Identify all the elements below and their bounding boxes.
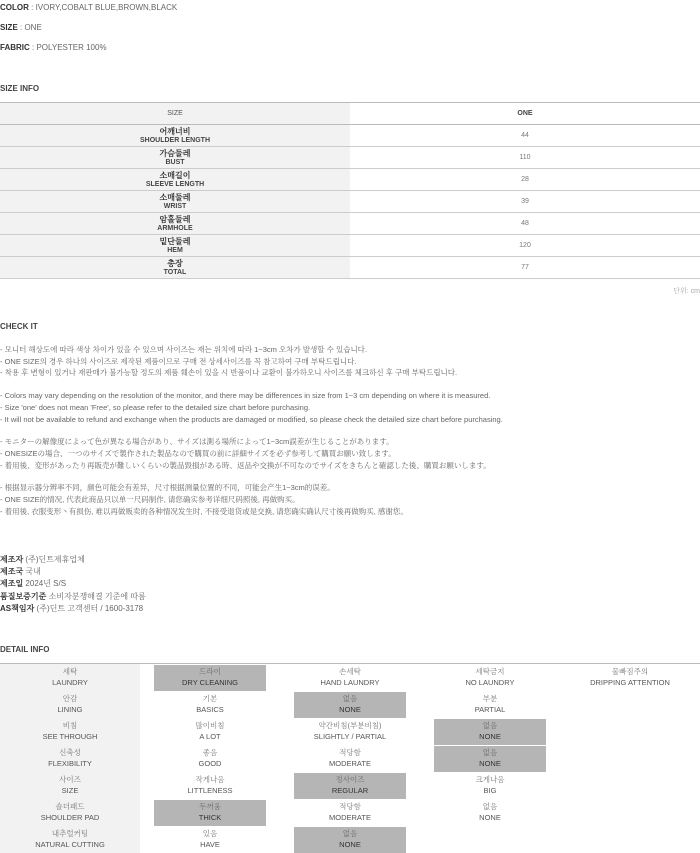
detail-cell-inner — [434, 746, 546, 772]
size-measure-kr: 소매길이 — [159, 171, 191, 180]
detail-cell-inner — [0, 719, 140, 745]
detail-cell-inner — [574, 746, 686, 772]
detail-cell-inner — [154, 773, 266, 799]
detail-option-en: GOOD — [198, 759, 222, 768]
detail-option — [560, 772, 700, 799]
detail-info-table — [0, 663, 700, 853]
size-measure-cell — [0, 147, 350, 168]
detail-option-selected — [280, 772, 420, 799]
detail-cell-inner — [574, 827, 686, 853]
detail-option — [140, 691, 280, 718]
note-gap — [0, 379, 700, 390]
detail-option — [280, 664, 420, 691]
detail-option — [140, 718, 280, 745]
size-measure-en: SLEEVE LENGTH — [145, 181, 205, 188]
detail-cell-inner — [574, 692, 686, 718]
detail-category-cell — [0, 826, 140, 853]
detail-cell-inner — [434, 719, 546, 745]
note-line: - モニターの解像度によって色が異なる場合があり、サイズは測る場所によって1~3cm誤差が生じることがあります。 — [0, 437, 394, 447]
detail-option-en: MODERATE — [329, 759, 371, 768]
maker-value: (주)딘트제휴업체 — [25, 555, 85, 564]
detail-option-en: THICK — [198, 813, 222, 822]
size-value-cell: 77 — [521, 264, 529, 271]
maker-line — [0, 554, 146, 566]
detail-cell-inner — [154, 827, 266, 853]
detail-option-kr: 부분 — [482, 694, 498, 703]
size-measure-kr: 어깨너비 — [159, 127, 191, 136]
detail-cell-inner — [0, 827, 140, 853]
product-info — [0, 3, 177, 63]
size-value-cell: 39 — [521, 198, 529, 205]
detail-row — [0, 772, 700, 799]
detail-option-kr: 좋음 — [202, 748, 218, 757]
detail-category-cell — [0, 772, 140, 799]
detail-cell-inner — [574, 800, 686, 826]
detail-option-kr: 없음 — [342, 829, 358, 838]
detail-category-cell — [0, 664, 140, 691]
maker-label: 품질보증기준 — [0, 591, 47, 601]
size-info-title: SIZE INFO — [0, 84, 40, 93]
detail-option-kr: 없음 — [482, 721, 498, 730]
size-row — [0, 125, 700, 147]
detail-option-kr: 안감 — [62, 694, 78, 703]
maker-value: (주)딘트 고객센터 / 1600-3178 — [36, 603, 144, 613]
detail-category-cell — [0, 691, 140, 718]
detail-option-kr: 세탁 — [62, 667, 78, 676]
detail-option — [420, 799, 560, 826]
detail-option-en: LITTLENESS — [187, 786, 233, 795]
detail-cell-inner — [574, 719, 686, 745]
maker-line — [0, 566, 146, 578]
size-row — [0, 235, 700, 257]
detail-option — [280, 745, 420, 772]
size-measure-kr: 암홀둘레 — [159, 215, 191, 224]
detail-option — [420, 826, 560, 853]
detail-cell-inner — [0, 773, 140, 799]
size-value-cell: 120 — [519, 242, 531, 249]
detail-cell-inner — [434, 665, 546, 691]
detail-option — [560, 691, 700, 718]
note-line: - ONESIZEの場合、一つのサイズで製作された製品なので購買の前に詳細サイズを必ず参考して購買お願い致します。 — [0, 448, 396, 458]
detail-option-en: BASICS — [196, 705, 224, 714]
detail-cell-inner — [434, 827, 546, 853]
detail-cell-inner — [154, 665, 266, 691]
size-measure-cell — [0, 125, 350, 146]
detail-cell-inner — [434, 773, 546, 799]
size-measure-kr: 밑단둘레 — [159, 237, 191, 246]
note-line: - ONE SIZE的情况, 代表此商品只以单一尺码制作, 请您确实参考详细尺码照後, 再做购买。 — [0, 495, 300, 505]
detail-cell-inner — [294, 800, 406, 826]
detail-cell-inner — [154, 800, 266, 826]
maker-line — [0, 591, 146, 603]
detail-option — [280, 799, 420, 826]
detail-option-kr: 크게나옴 — [475, 775, 505, 784]
detail-row — [0, 745, 700, 772]
fabric-value: POLYESTER 100% — [36, 43, 107, 52]
detail-cell-inner — [434, 692, 546, 718]
detail-category-cell — [0, 799, 140, 826]
maker-value: 국내 — [25, 567, 41, 577]
size-label: SIZE — [0, 23, 18, 32]
note-line: - It will not be available to refund and exchange when the products are damaged or modified, so please check the detailed size chart before purchasing. — [0, 414, 503, 424]
detail-option-en: HAVE — [200, 840, 220, 849]
size-value-cell: 44 — [521, 132, 529, 139]
color-value: IVORY,COBALT BLUE,BROWN,BLACK — [35, 3, 178, 12]
size-row — [0, 191, 700, 213]
detail-option-kr: 사이즈 — [59, 775, 81, 784]
detail-option-en: HAND LAUNDRY — [320, 678, 380, 687]
size-measure-en: HEM — [167, 247, 183, 254]
size-row — [0, 213, 700, 235]
detail-option-en: NONE — [479, 813, 501, 822]
detail-option-en: FLEXIBILITY — [48, 759, 92, 768]
detail-option-en: NONE — [479, 732, 501, 741]
size-row — [0, 257, 700, 279]
detail-cell-inner — [574, 665, 686, 691]
detail-option-selected — [140, 799, 280, 826]
detail-option-en: NO LAUNDRY — [465, 678, 515, 687]
detail-option-kr: 세탁금지 — [475, 667, 505, 676]
detail-category-cell — [0, 718, 140, 745]
size-value-cell: 28 — [521, 176, 529, 183]
detail-cell-inner — [154, 746, 266, 772]
size-measure-cell — [0, 169, 350, 190]
detail-option-kr: 작게나옴 — [195, 775, 225, 784]
size-row — [0, 169, 700, 191]
detail-cell-inner — [294, 665, 406, 691]
detail-option-en: NONE — [479, 759, 501, 768]
size-row — [0, 147, 700, 169]
detail-row — [0, 799, 700, 826]
note-gap — [0, 471, 700, 482]
detail-option-en: DRIPPING ATTENTION — [590, 678, 670, 687]
detail-cell-inner — [154, 692, 266, 718]
detail-option-kr: 없음 — [482, 748, 498, 757]
color-label: COLOR — [0, 3, 29, 12]
detail-cell-inner — [0, 800, 140, 826]
detail-option — [560, 718, 700, 745]
size-measure-cell — [0, 191, 350, 212]
size-table-body — [0, 125, 700, 279]
check-it-title: CHECK IT — [0, 322, 38, 331]
fabric-line: FABRIC : POLYESTER 100% — [0, 43, 107, 52]
detail-option-selected — [140, 664, 280, 691]
detail-option-kr: 정사이즈 — [335, 775, 365, 784]
note-gap — [0, 425, 700, 436]
detail-option — [140, 772, 280, 799]
note-line: - 着用後、変形があったり再販売が難しいくらいの製品毀損がある時、返品や交換が不可なのでサイズをきちんと確認した後、購買お願いします。 — [0, 460, 491, 470]
detail-option — [420, 664, 560, 691]
detail-option-kr: 두꺼움 — [199, 802, 221, 811]
note-line: - 着用後, 衣服变形丶有损伤, 难以再做贩卖的各种情况发生时, 不接受退货或是交换, 请您确实确认尺寸後再做购买, 感谢您。 — [0, 506, 408, 516]
maker-info — [0, 554, 146, 615]
detail-info-title: DETAIL INFO — [0, 645, 50, 654]
color-line: COLOR : IVORY,COBALT BLUE,BROWN,BLACK — [0, 3, 178, 12]
detail-option — [420, 691, 560, 718]
detail-cell-inner — [294, 692, 406, 718]
detail-option-selected — [420, 718, 560, 745]
size-header-label: SIZE — [0, 103, 350, 124]
detail-cell-inner — [574, 773, 686, 799]
detail-option-kr: 신축성 — [59, 748, 81, 757]
size-value-cell: 110 — [519, 154, 531, 161]
detail-row — [0, 664, 700, 691]
note-line: - Colors may vary depending on the resolution of the monitor, and there may be differences in size from 1~3 cm depending on where it is measured. — [0, 391, 491, 401]
size-table — [0, 102, 700, 279]
detail-row — [0, 826, 700, 853]
detail-option-kr: 약간비침(부분비침) — [318, 721, 382, 730]
detail-option — [560, 745, 700, 772]
detail-cell-inner — [294, 773, 406, 799]
size-measure-kr: 가슴둘레 — [159, 149, 191, 158]
detail-option-kr: 없음 — [482, 802, 498, 811]
detail-option-kr: 없음 — [342, 694, 358, 703]
detail-option-en: BIG — [483, 786, 497, 795]
detail-option-en: MODERATE — [329, 813, 371, 822]
detail-cell-inner — [0, 665, 140, 691]
detail-option-en: SLIGHTLY / PARTIAL — [313, 732, 387, 741]
fabric-label: FABRIC — [0, 43, 30, 52]
detail-option-en: REGULAR — [331, 786, 369, 795]
detail-option-kr: 손세탁 — [339, 667, 361, 676]
detail-option-en: SHOULDER PAD — [40, 813, 100, 822]
detail-option-en: SEE THROUGH — [42, 732, 98, 741]
detail-option — [560, 664, 700, 691]
size-measure-cell — [0, 213, 350, 234]
size-table-header — [0, 103, 700, 125]
detail-option-en: LINING — [57, 705, 83, 714]
note-line: - Size 'one' does not mean 'Free', so please refer to the detailed size chart before purchasing. — [0, 402, 311, 412]
detail-option-en: PARTIAL — [474, 705, 506, 714]
size-measure-en: WRIST — [163, 203, 187, 210]
detail-cell-inner — [294, 719, 406, 745]
detail-option-kr: 많이비침 — [195, 721, 225, 730]
size-line: SIZE : ONE — [0, 23, 42, 32]
size-measure-en: ARMHOLE — [157, 225, 193, 232]
detail-cell-inner — [294, 746, 406, 772]
detail-option — [560, 826, 700, 853]
detail-option-kr: 내추럴커팅 — [51, 829, 89, 838]
size-value-cell: 48 — [521, 220, 529, 227]
size-measure-cell — [0, 235, 350, 256]
detail-option-kr: 적당함 — [339, 748, 361, 757]
note-line: - 모니터 해상도에 따라 색상 차이가 있을 수 있으며 사이즈는 재는 위치에 따라 1~3cm 오차가 발생할 수 있습니다. — [0, 345, 368, 354]
detail-row — [0, 691, 700, 718]
maker-label: AS책임자 — [0, 603, 35, 613]
detail-option-kr: 있음 — [202, 829, 218, 838]
detail-option — [140, 745, 280, 772]
detail-cell-inner — [294, 827, 406, 853]
maker-line — [0, 578, 146, 590]
note-line: - 착용 후 변형이 있거나 재판매가 불가능할 정도의 제품 훼손이 있을 시 반품이나 교환이 불가하오니 사이즈를 체크하신 후 구매 부탁드립니다. — [0, 368, 458, 378]
detail-option-kr: 드라이 — [199, 667, 221, 676]
detail-option — [280, 718, 420, 745]
note-line: - ONE SIZE의 경우 하나의 사이즈로 제작된 제품이므로 구매 전 상세사이즈를 꼭 참고하여 구매 부탁드립니다. — [0, 356, 357, 366]
detail-cell-inner — [434, 800, 546, 826]
detail-option-kr: 적당함 — [339, 802, 361, 811]
detail-option — [140, 826, 280, 853]
detail-option-en: NONE — [339, 705, 361, 714]
size-measure-en: BUST — [165, 159, 185, 166]
detail-option-en: LAUNDRY — [52, 678, 88, 687]
note-line: - 根据显示器分辨率不同，颜色可能会有差异，尺寸根据测量位置的不同，可能会产生1~3cm的误差。 — [0, 483, 335, 493]
maker-label: 제조자 — [0, 555, 24, 564]
detail-option-selected — [420, 745, 560, 772]
detail-category-cell — [0, 745, 140, 772]
maker-label: 제조국 — [0, 567, 24, 577]
size-measure-en: SHOULDER LENGTH — [140, 137, 210, 144]
size-measure-kr: 소매둘레 — [159, 193, 191, 202]
detail-option-en: NATURAL CUTTING — [35, 840, 105, 849]
detail-cell-inner — [0, 746, 140, 772]
detail-row — [0, 718, 700, 745]
size-measure-en: TOTAL — [163, 269, 187, 276]
detail-option-en: SIZE — [61, 786, 79, 795]
detail-cell-inner — [154, 719, 266, 745]
detail-option-en: NONE — [339, 840, 361, 849]
detail-option-en: DRY CLEANING — [182, 678, 238, 687]
detail-option — [420, 772, 560, 799]
detail-option-en: A LOT — [199, 732, 221, 741]
maker-label: 제조일 — [0, 579, 24, 589]
size-measure-kr: 총장 — [167, 259, 183, 268]
size-value: ONE — [24, 23, 42, 32]
maker-line — [0, 603, 146, 615]
detail-option-kr: 숄더패드 — [55, 802, 85, 811]
maker-value: 2024년 S/S — [25, 579, 67, 589]
detail-option-selected — [280, 826, 420, 853]
detail-option-kr: 비침 — [62, 721, 78, 730]
detail-cell-inner — [0, 692, 140, 718]
detail-option — [560, 799, 700, 826]
unit-label: 단위: cm — [673, 288, 700, 295]
maker-value: 소비자분쟁해결 기준에 따름 — [48, 591, 146, 601]
one-header-label: ONE — [350, 103, 700, 124]
detail-option-kr: 기본 — [202, 694, 218, 703]
detail-option-kr: 물빠짐주의 — [611, 667, 649, 676]
detail-option-selected — [280, 691, 420, 718]
check-it-notes — [0, 344, 700, 517]
size-measure-cell — [0, 257, 350, 278]
